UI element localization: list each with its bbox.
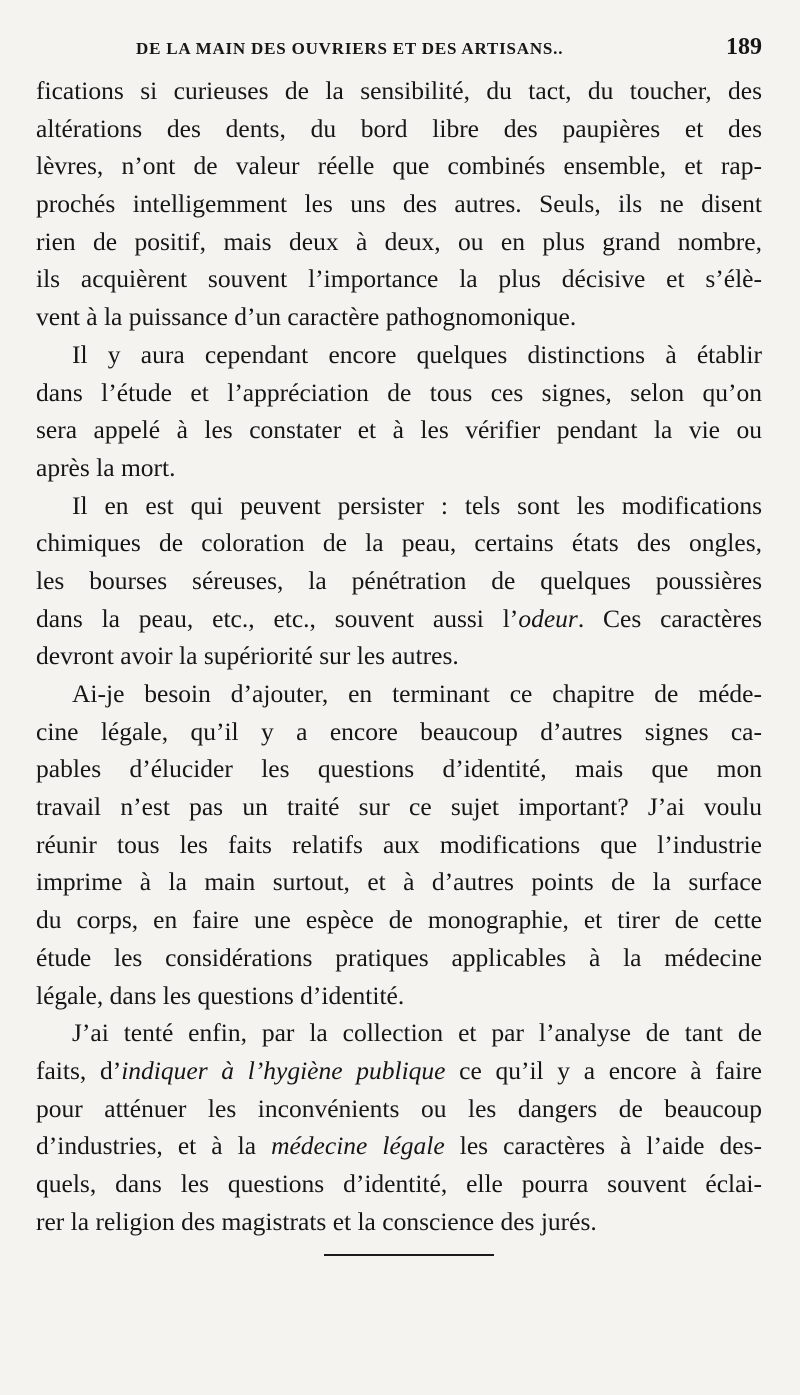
text-line: légale, dans les questions d’identité. [36,980,405,1010]
text-line: réunir tous les faits relatifs aux modifications que l’industrie [36,829,762,859]
text-line: rer la religion des magistrats et la conscience des jurés. [36,1206,597,1236]
italic-term-hygiene: indiquer à l’hygiène publique [121,1055,446,1085]
text-fragment: faits, d’ [36,1055,122,1085]
text-line: Ai-je besoin d’ajouter, en terminant ce chapitre de méde- [72,679,762,708]
text-line: quels, dans les questions d’identité, elle pourra souvent éclai- [36,1168,762,1198]
text-line: vent à la puissance d’un caractère pathognomonique. [36,302,577,332]
text-line [36,1052,762,1090]
text-line: cine légale, qu’il y a encore beaucoup d’autres signes ca- [36,716,762,746]
text-line: fications si curieuses de la sensibilité, du tact, du toucher, des [36,76,762,105]
text-line: altérations des dents, du bord libre des paupières et des [36,113,762,143]
text-fragment: ce qu’il y a encore à faire [445,1055,763,1085]
text-line: après la mort. [36,452,176,482]
text-line: dans l’étude et l’appréciation de tous ces signes, selon qu’on [36,377,762,407]
text-fragment: dans la peau, etc., etc., souvent aussi l’ [36,603,519,633]
text-line: sera appelé à les constater et à les vérifier pendant la vie ou [36,415,762,445]
text-line: prochés intelligemment les uns des autres. Seuls, ils ne disent [36,189,762,219]
text-line: lèvres, n’ont de valeur réelle que combinés ensemble, et rap- [36,151,762,181]
running-title: DE LA MAIN DES OUVRIERS ET DES ARTISANS.. [136,39,564,58]
text-fragment: d’industries, et à la [36,1131,272,1161]
text-line: devront avoir la supériorité sur les autres. [36,641,459,671]
text-line [36,1127,762,1165]
text-line: rien de positif, mais deux à deux, ou en plus grand nombre, [36,226,762,256]
text-line: chimiques de coloration de la peau, certains états des ongles, [36,528,762,558]
text-line: travail n’est pas un traité sur ce sujet important? J’ai voulu [36,792,762,822]
italic-term-odeur: odeur [518,603,578,633]
text-line: J’ai tenté enfin, par la collection et par l’analyse de tant de [72,1018,762,1048]
text-fragment: . Ces caractères [577,603,762,633]
text-line: imprime à la main surtout, et à d’autres points de la surface [36,867,762,897]
text-line: étude les considérations pratiques applicables à la médecine [36,942,762,972]
text-line: Il y aura cependant encore quelques distinctions à établir [72,339,762,369]
italic-term-medecine-legale: médecine légale [271,1131,445,1161]
text-line: pables d’élucider les questions d’identité, mais que mon [36,754,762,784]
body-text [36,72,762,1240]
page-number: 189 [726,34,762,60]
running-head [136,34,762,62]
text-fragment: les caractères à l’aide des- [444,1131,762,1161]
text-line [36,600,762,638]
text-line: les bourses séreuses, la pénétration de quelques poussières [36,565,762,595]
text-line: ils acquièrent souvent l’importance la plus décisive et s’élè- [36,264,762,294]
text-line: Il en est qui peuvent persister : tels sont les modifications [72,490,762,520]
end-rule [324,1254,494,1256]
text-line: pour atténuer les inconvénients ou les dangers de beaucoup [36,1093,762,1123]
text-line: du corps, en faire une espèce de monographie, et tirer de cette [36,905,762,935]
